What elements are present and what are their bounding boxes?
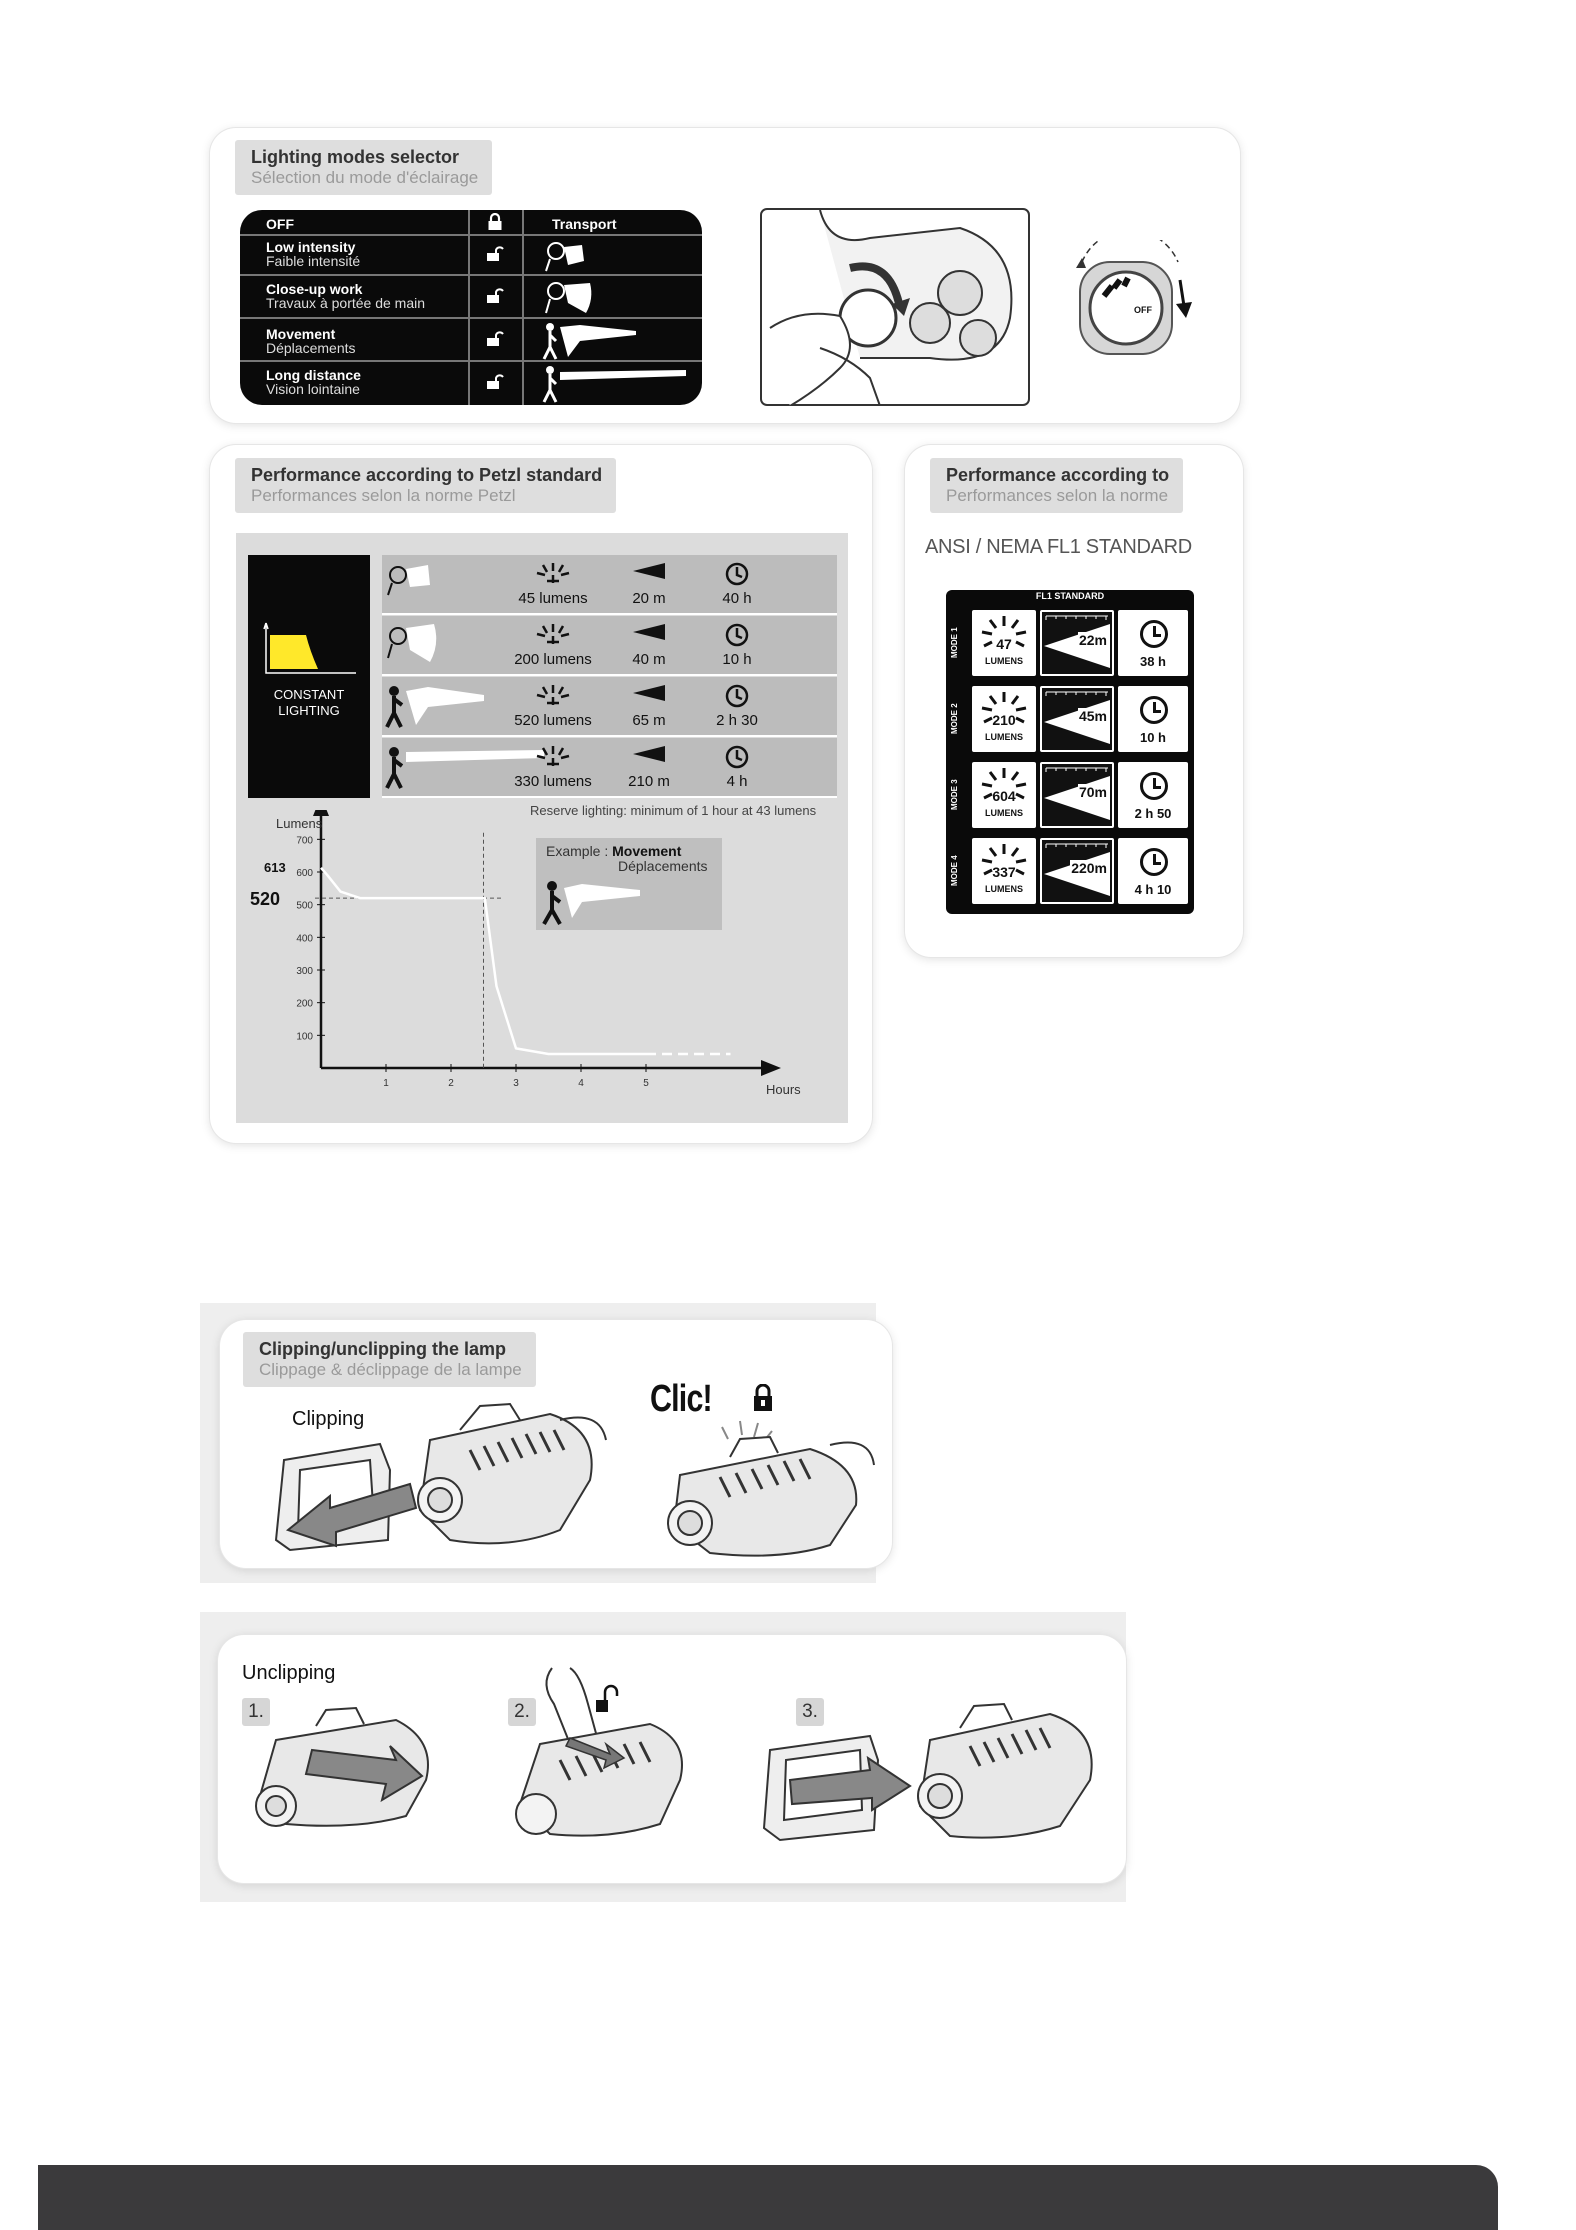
petzl-title: Performance according to Petzl standard bbox=[251, 465, 603, 485]
example-label: Example : bbox=[546, 843, 609, 859]
fl1-row bbox=[950, 606, 1190, 680]
fl1-lumens-value: 47 bbox=[996, 636, 1012, 652]
y-tick-label: 200 bbox=[296, 998, 313, 1010]
clipping-header bbox=[243, 1332, 536, 1387]
unclipping-label: Unclipping bbox=[242, 1662, 336, 1684]
clock-icon bbox=[1140, 848, 1168, 876]
fl1-duration-cell bbox=[1118, 838, 1188, 904]
x-tick-label: 2 bbox=[448, 1078, 454, 1089]
constant-lighting-label: CONSTANT LIGHTING bbox=[273, 687, 345, 718]
clock-icon bbox=[1140, 620, 1168, 648]
fl1-lumens-value: 210 bbox=[992, 712, 1016, 728]
unclip-step2-illustration bbox=[510, 1664, 690, 1854]
x-tick-label: 1 bbox=[383, 1078, 389, 1089]
close-up-beam-icon bbox=[542, 279, 602, 317]
fl1-lumens-cell bbox=[972, 762, 1036, 828]
ansi-standard-label: ANSI / NEMA FL1 STANDARD bbox=[925, 536, 1192, 558]
distance-icon bbox=[604, 561, 694, 590]
lock-open-icon bbox=[484, 288, 506, 309]
clipping-label: Clipping bbox=[292, 1408, 365, 1430]
distance-value: 210 m bbox=[628, 773, 670, 790]
example-mode-en: Movement bbox=[612, 843, 682, 859]
x-axis-label: Hours bbox=[766, 1082, 801, 1097]
fl1-distance-value: 220m bbox=[1071, 860, 1107, 876]
lumens-value: 45 lumens bbox=[518, 590, 588, 607]
performance-row bbox=[382, 555, 837, 615]
fl1-row bbox=[950, 758, 1190, 832]
fl1-duration-cell bbox=[1118, 686, 1188, 752]
clipped-lamp-illustration bbox=[660, 1405, 880, 1565]
fl1-duration-cell bbox=[1118, 762, 1188, 828]
fl1-row bbox=[950, 834, 1190, 908]
ansi-subtitle: Performances selon la norme bbox=[946, 486, 1169, 505]
y-tick-label: 300 bbox=[296, 966, 313, 977]
clock-icon bbox=[1140, 696, 1168, 724]
step-1-badge: 1. bbox=[242, 1698, 270, 1726]
lighting-modes-subtitle: Sélection du mode d'éclairage bbox=[251, 168, 479, 187]
duration-value: 4 h bbox=[726, 773, 748, 790]
distance-value: 20 m bbox=[632, 590, 666, 607]
example-mode-fr: Déplacements bbox=[618, 858, 708, 874]
mode-row: Close-up work Travaux à portée de main bbox=[240, 276, 702, 319]
dial-hand-illustration bbox=[760, 208, 1030, 406]
fl1-table-title: FL1 STANDARD bbox=[1035, 591, 1105, 601]
fl1-lumens-value: 337 bbox=[992, 864, 1016, 880]
fl1-mode-label: MODE 1 bbox=[950, 627, 959, 659]
clipping-subtitle: Clippage & déclippage de la lampe bbox=[259, 1360, 522, 1379]
fl1-duration-value: 10 h bbox=[1139, 730, 1166, 745]
performance-row bbox=[382, 677, 837, 737]
fl1-duration-value: 4 h 10 bbox=[1134, 882, 1172, 897]
petzl-header bbox=[235, 458, 616, 513]
constant-lighting-block bbox=[248, 555, 370, 798]
constant-lighting-graph-icon bbox=[262, 621, 358, 677]
mode-row: Long distance Vision lointaine bbox=[240, 362, 702, 405]
fl1-row bbox=[950, 682, 1190, 756]
ansi-title: Performance according to bbox=[946, 465, 1170, 485]
fl1-distance-value: 22m bbox=[1078, 632, 1107, 648]
distance-icon bbox=[604, 744, 694, 773]
lighting-modes-title: Lighting modes selector bbox=[251, 147, 460, 167]
unclip-step1-illustration bbox=[246, 1700, 436, 1840]
lumens-icon bbox=[508, 561, 598, 592]
lock-open-icon bbox=[484, 374, 506, 395]
reserve-lighting-note: Reserve lighting: minimum of 1 hour at 43 lumens bbox=[530, 803, 817, 818]
step-3-badge: 3. bbox=[796, 1698, 824, 1726]
clipping-illustration bbox=[270, 1400, 610, 1560]
mode-row: Low intensity Faible intensité bbox=[240, 236, 702, 276]
transport-header: Transport bbox=[552, 216, 617, 232]
annotation-613: 613 bbox=[264, 859, 286, 875]
x-tick-label: 4 bbox=[578, 1078, 584, 1089]
clic-label: Clic! bbox=[650, 1378, 712, 1420]
fl1-duration-cell bbox=[1118, 610, 1188, 676]
example-movement-icon bbox=[540, 878, 650, 926]
fl1-lumens-cell bbox=[972, 686, 1036, 752]
y-tick-label: 400 bbox=[296, 933, 313, 945]
fl1-distance-value: 45m bbox=[1078, 708, 1107, 724]
petzl-subtitle: Performances selon la norme Petzl bbox=[251, 486, 516, 505]
fl1-distance-cell bbox=[1040, 838, 1114, 904]
fl1-lumens-unit: LUMENS bbox=[985, 732, 1023, 742]
fl1-lumens-unit: LUMENS bbox=[985, 884, 1023, 894]
distance-value: 40 m bbox=[632, 651, 666, 668]
annotation-520: 520 bbox=[250, 889, 281, 910]
lumens-icon bbox=[508, 744, 598, 775]
fl1-mode-label: MODE 3 bbox=[950, 779, 959, 811]
ansi-header bbox=[930, 458, 1183, 513]
fl1-distance-value: 70m bbox=[1078, 784, 1107, 800]
fl1-lumens-unit: LUMENS bbox=[985, 808, 1023, 818]
fl1-duration-value: 38 h bbox=[1139, 654, 1166, 669]
mode-table bbox=[240, 210, 702, 405]
lumens-value: 200 lumens bbox=[514, 651, 592, 668]
fl1-lumens-cell bbox=[972, 610, 1036, 676]
mode-row: OFF bbox=[240, 210, 702, 236]
fl1-mode-label: MODE 2 bbox=[950, 703, 959, 735]
unclip-step3-illustration bbox=[760, 1700, 1100, 1850]
mode-dial-icon bbox=[1068, 240, 1208, 360]
movement-beam-icon bbox=[540, 321, 640, 361]
distance-icon bbox=[604, 622, 694, 651]
lumens-value: 330 lumens bbox=[514, 773, 592, 790]
distance-icon bbox=[604, 683, 694, 712]
lock-open-icon bbox=[484, 246, 506, 267]
x-tick-label: 3 bbox=[513, 1078, 519, 1089]
performance-row bbox=[382, 616, 837, 676]
mode-row: Movement Déplacements bbox=[240, 319, 702, 362]
fl1-distance-cell bbox=[1040, 610, 1114, 676]
low-intensity-beam-icon bbox=[542, 239, 592, 273]
lighting-modes-header bbox=[235, 140, 492, 195]
y-tick-label: 600 bbox=[296, 868, 313, 879]
step-2-badge: 2. bbox=[508, 1698, 536, 1726]
fl1-lumens-cell bbox=[972, 838, 1036, 904]
footer-bar bbox=[38, 2165, 1498, 2230]
dial-off-label: OFF bbox=[1134, 305, 1152, 315]
lumens-value: 520 lumens bbox=[514, 712, 592, 729]
example-box bbox=[536, 838, 722, 930]
long-distance-beam-icon bbox=[540, 364, 690, 404]
duration-value: 10 h bbox=[722, 651, 752, 668]
x-axis-arrow bbox=[761, 1060, 781, 1076]
lock-open-icon bbox=[484, 331, 506, 352]
lock-closed-icon bbox=[484, 213, 506, 236]
y-tick-label: 100 bbox=[296, 1031, 313, 1043]
fl1-lumens-value: 604 bbox=[992, 788, 1016, 804]
fl1-distance-cell bbox=[1040, 762, 1114, 828]
duration-value: 40 h bbox=[722, 590, 752, 607]
y-axis-label: Lumens bbox=[276, 816, 323, 831]
fl1-distance-cell bbox=[1040, 686, 1114, 752]
clock-icon bbox=[1140, 772, 1168, 800]
distance-value: 65 m bbox=[632, 712, 666, 729]
lumens-icon bbox=[508, 683, 598, 714]
fl1-table bbox=[946, 590, 1194, 914]
y-tick-label: 700 bbox=[296, 835, 313, 847]
x-tick-label: 5 bbox=[643, 1078, 649, 1089]
fl1-mode-label: MODE 4 bbox=[950, 855, 959, 887]
lumens-icon bbox=[508, 622, 598, 653]
performance-row bbox=[382, 738, 837, 798]
fl1-duration-value: 2 h 50 bbox=[1134, 806, 1172, 821]
fl1-lumens-unit: LUMENS bbox=[985, 656, 1023, 666]
clipping-title: Clipping/unclipping the lamp bbox=[259, 1339, 506, 1359]
duration-value: 2 h 30 bbox=[716, 712, 758, 729]
y-tick-label: 500 bbox=[296, 900, 313, 912]
